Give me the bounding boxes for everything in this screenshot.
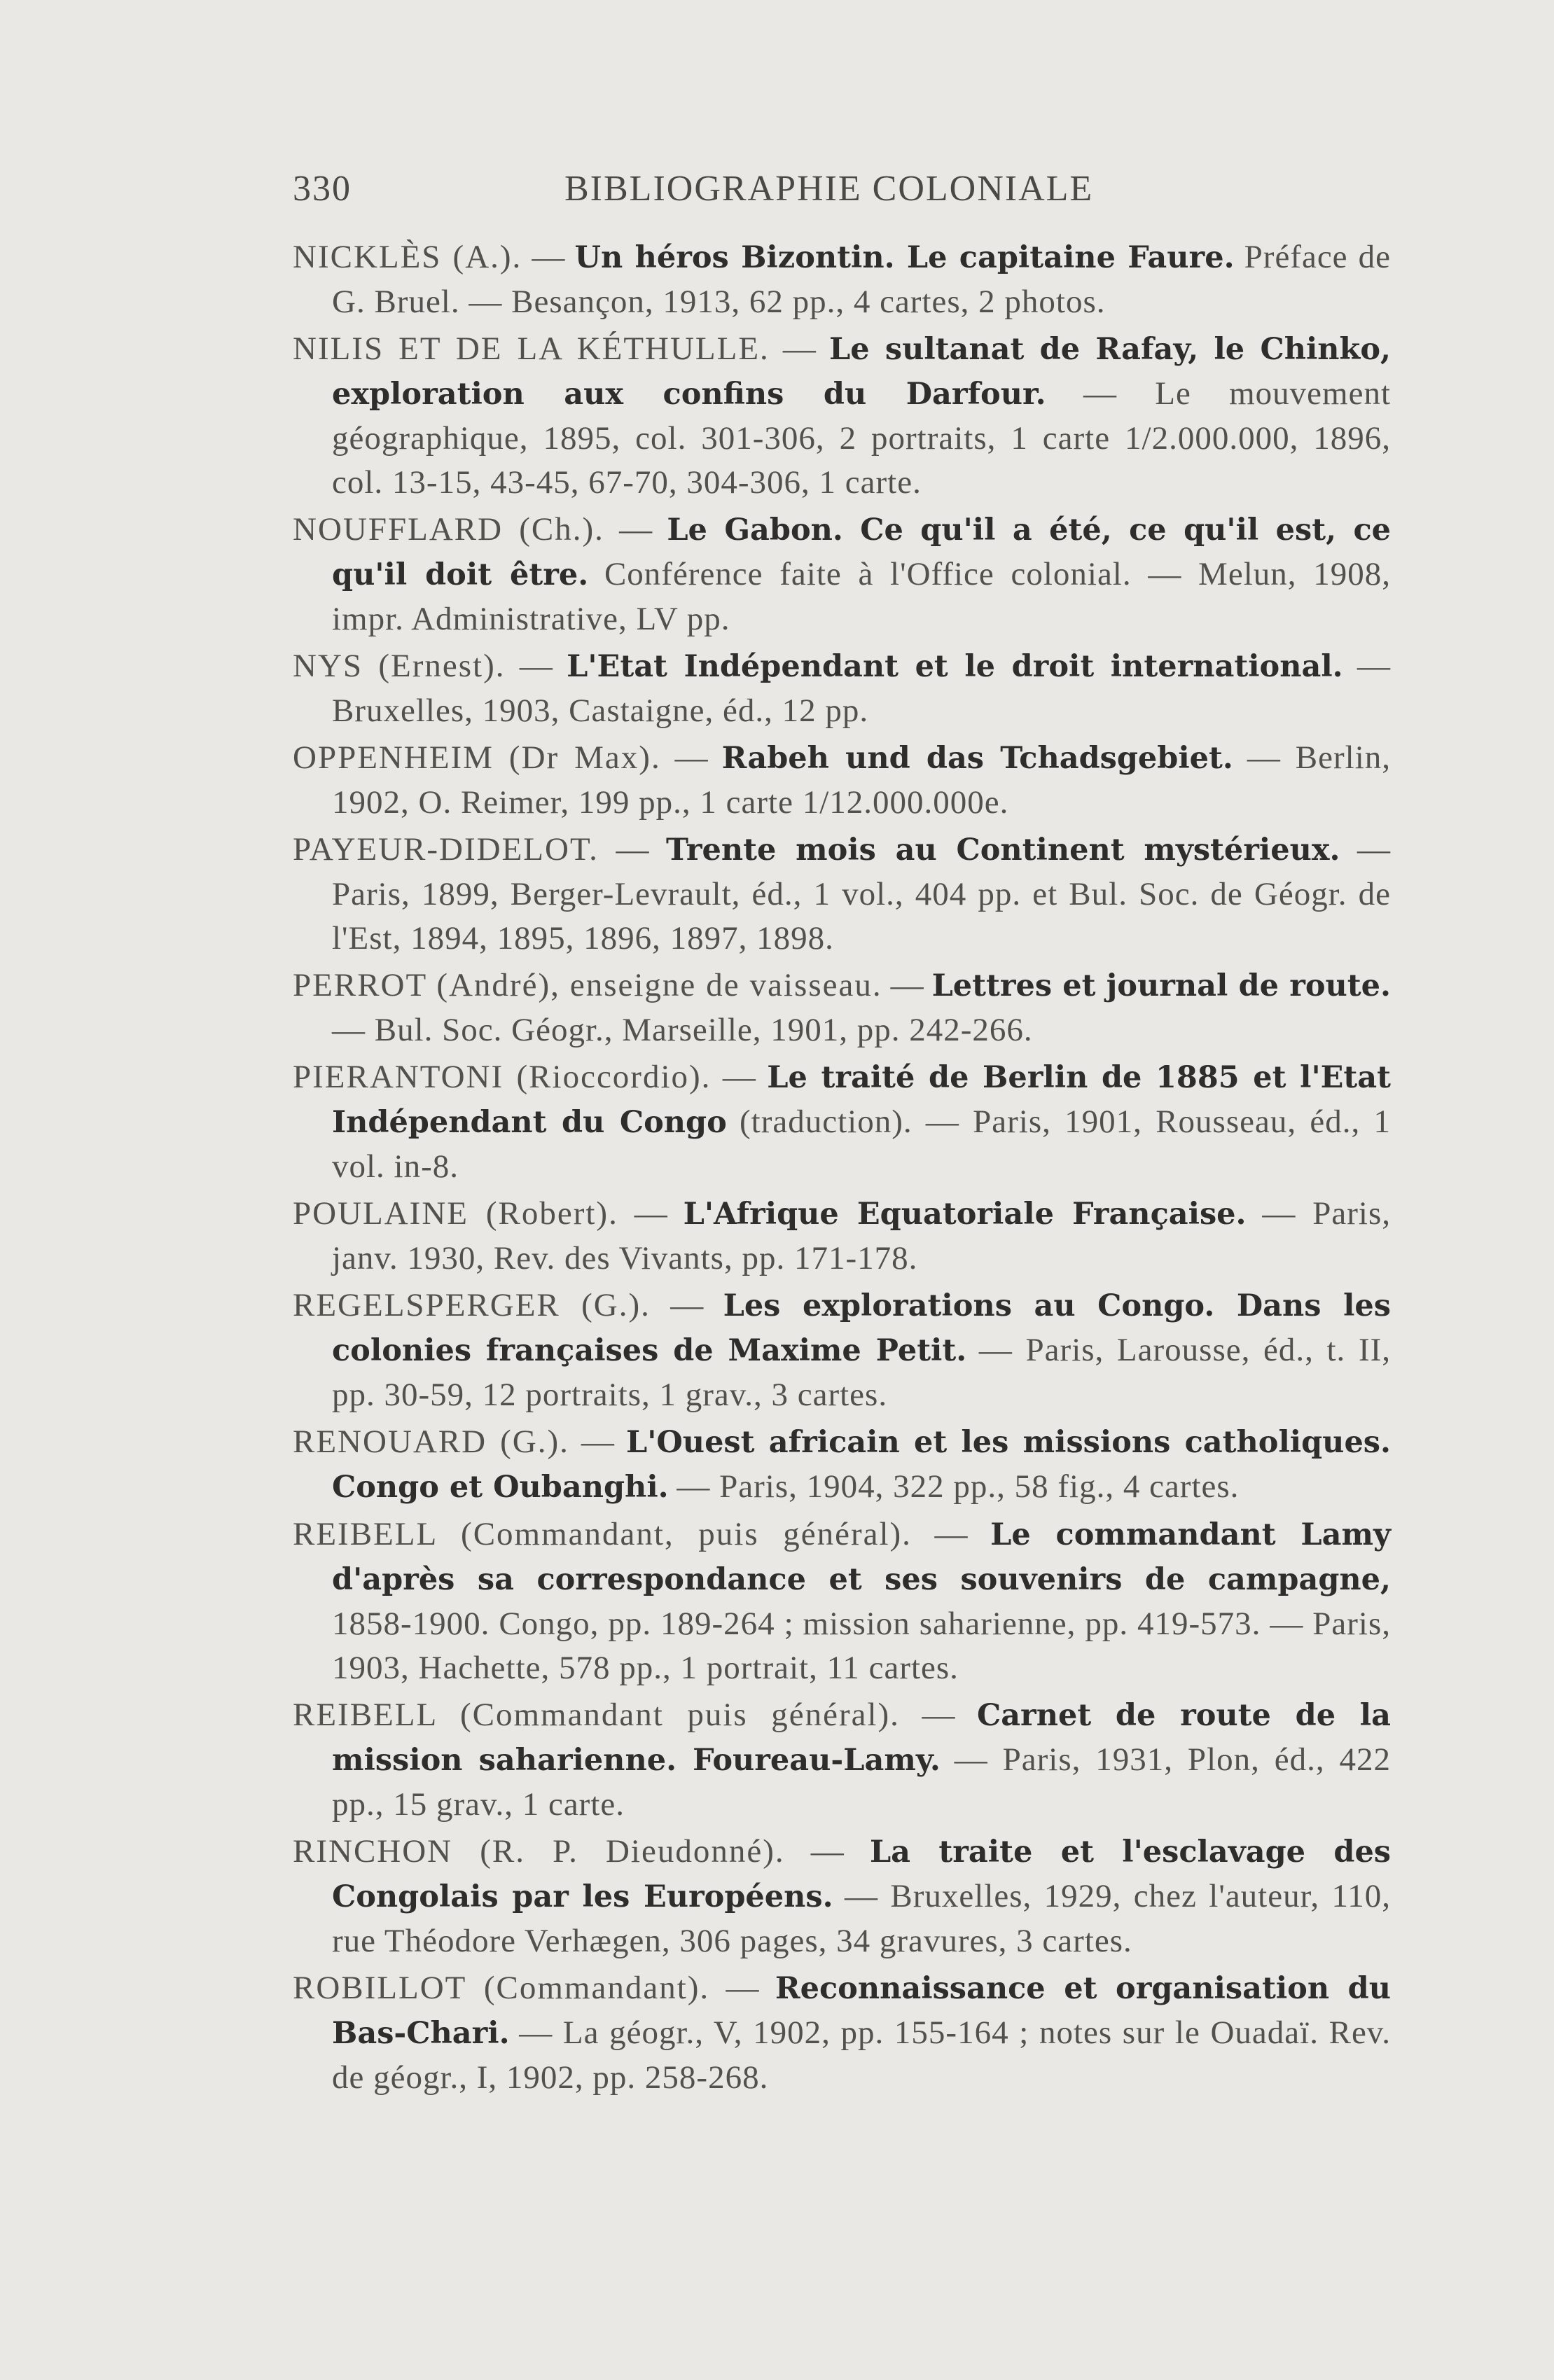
entry-details: Conférence faite à l'Office colonial. — Melun, 1908, impr. Administrative, LV pp. — [332, 556, 1391, 637]
entry-details: — La géogr., V, 1902, pp. 155-164 ; notes sur le Ouadaï. Rev. de géogr., I, 1902, pp. 258-268. — [332, 2014, 1391, 2096]
entry-author: NYS (Ernest). — [293, 648, 506, 684]
page-number: 330 — [293, 169, 352, 209]
entry-title: Le sultanat de Rafay, le Chinko, exploration aux confins du Darfour. — [332, 332, 1391, 412]
entry-details: — Bul. Soc. Géogr., Marseille, 1901, pp. 242-266. — [332, 1012, 1033, 1048]
entry-author: NICKLÈS (A.). — [293, 239, 522, 275]
entry-details: — Paris, 1904, 322 pp., 58 fig., 4 cartes. — [677, 1468, 1240, 1505]
entry-author: REIBELL (Commandant puis général). — [293, 1697, 900, 1733]
entry-author: ROBILLOT (Commandant). — [293, 1970, 710, 2006]
entry-details: — Bruxelles, 1903, Castaigne, éd., 12 pp. — [332, 648, 1391, 729]
entry-author: PAYEUR-DIDELOT. — [293, 831, 599, 868]
entry-details: — Paris, 1931, Plon, éd., 422 pp., 15 grav., 1 carte. — [332, 1741, 1392, 1823]
bibliography-entry: RENOUARD (G.). — L'Ouest africain et les missions catholiques. Congo et Oubanghi. — Paris, 1904, 322 pp., 58 fig., 4 cartes. — [293, 1424, 1391, 1505]
entry-details: — Berlin, 1902, O. Reimer, 199 pp., 1 carte 1/12.000.000e. — [332, 739, 1392, 821]
entry-title: Rabeh und das Tchadsgebiet. — [721, 741, 1233, 776]
entry-author: RENOUARD (G.). — [293, 1424, 569, 1460]
bibliography-entry: PAYEUR-DIDELOT. — Trente mois au Continent mystérieux. — Paris, 1899, Berger-Levrault, éd., 1 vol., 404 pp. et Bul. Soc. de Géogr. de l'Est, 1894, 1895, 1896, 1897, 1898. — [293, 831, 1392, 956]
bibliography-entry: PIERANTONI (Rioccordio). — Le traité de Berlin de 1885 et l'Etat Indépendant du Congo (traduction). — Paris, 1901, Rousseau, éd., 1 vol. in-8. — [293, 1059, 1391, 1185]
entry-title: Trente mois au Continent mystérieux. — [666, 833, 1340, 868]
entry-title: Lettres et journal de route. — [931, 968, 1391, 1003]
entry-author: POULAINE (Robert). — [293, 1195, 618, 1232]
entry-title: Un héros Bizontin. Le capitaine Faure. — [574, 240, 1235, 275]
entry-author: PIERANTONI (Rioccordio). — [293, 1059, 712, 1095]
entry-title: L'Afrique Equatoriale Française. — [683, 1197, 1247, 1232]
bibliography-list — [293, 235, 1391, 2103]
entry-title: Le Gabon. Ce qu'il a été, ce qu'il est, ce qu'il doit être. — [332, 513, 1392, 592]
entry-title: La traite et l'esclavage des Congolais par les Européens. — [332, 1835, 1392, 1914]
bibliography-entry: NICKLÈS (A.). — Un héros Bizontin. Le capitaine Faure. Préface de G. Bruel. — Besançon, 1913, 62 pp., 4 cartes, 2 photos. — [293, 239, 1392, 320]
bibliography-entry: REGELSPERGER (G.). — Les explorations au Congo. Dans les colonies françaises de Maxime Petit. — Paris, Larousse, éd., t. II, pp. 30-59, 12 portraits, 1 grav., 3 cartes. — [293, 1287, 1392, 1413]
entry-details: — Le mouvement géographique, 1895, col. 301-306, 2 portraits, 1 carte 1/2.000.000, 1896, col. 13-15, 43-45, 67-70, 304-306, 1 carte. — [332, 375, 1391, 501]
entry-author: REIBELL (Commandant, puis général). — [293, 1516, 912, 1552]
entry-title: L'Etat Indépendant et le droit international. — [567, 649, 1343, 684]
bibliography-entry: ROBILLOT (Commandant). — Reconnaissance et organisation du Bas-Chari. — La géogr., V, 1902, pp. 155-164 ; notes sur le Ouadaï. Rev. de géogr., I, 1902, pp. 258-268. — [293, 1970, 1392, 2096]
bibliography-entry: NILIS ET DE LA KÉTHULLE. — Le sultanat de Rafay, le Chinko, exploration aux confins du Darfour. — Le mouvement géographique, 1895, col. 301-306, 2 portraits, 1 carte 1/2.000.000, 1896, col. 13-15, 43-45, 67-70, 304-306, 1 carte. — [293, 330, 1391, 501]
entry-details: — Paris, 1899, Berger-Levrault, éd., 1 vol., 404 pp. et Bul. Soc. de Géogr. de l'Est, 1894, 1895, 1896, 1897, 1898. — [332, 831, 1392, 956]
bibliography-entry: POULAINE (Robert). — L'Afrique Equatoriale Française. — Paris, janv. 1930, Rev. des Vivants, pp. 171-178. — [293, 1195, 1392, 1276]
entry-author: NILIS ET DE LA KÉTHULLE. — [293, 330, 770, 367]
bibliography-entry: NYS (Ernest). — L'Etat Indépendant et le droit international. — Bruxelles, 1903, Castaigne, éd., 12 pp. — [293, 648, 1391, 729]
entry-details: — Paris, Larousse, éd., t. II, pp. 30-59, 12 portraits, 1 grav., 3 cartes. — [332, 1332, 1392, 1413]
bibliography-entry: OPPENHEIM (Dr Max). — Rabeh und das Tchadsgebiet. — Berlin, 1902, O. Reimer, 199 pp., 1 carte 1/12.000.000e. — [293, 739, 1392, 821]
entry-title: Le commandant Lamy d'après sa correspondance et ses souvenirs de campagne, — [332, 1517, 1391, 1597]
entry-details: Préface de G. Bruel. — Besançon, 1913, 62 pp., 4 cartes, 2 photos. — [332, 239, 1392, 320]
entry-title: Le traité de Berlin de 1885 et l'Etat Indépendant du Congo — [332, 1060, 1391, 1140]
running-title: BIBLIOGRAPHIE COLONIALE — [564, 169, 1094, 209]
entry-details: — Paris, janv. 1930, Rev. des Vivants, pp. 171-178. — [332, 1195, 1392, 1276]
page-header — [293, 168, 1413, 224]
bibliography-entry: REIBELL (Commandant, puis général). — Le commandant Lamy d'après sa correspondance et ses souvenirs de campagne, 1858-1900. Congo, pp. 189-264 ; mission saharienne, pp. 419-573. — Paris, 1903, Hachette, 578 pp., 1 portrait, 11 cartes. — [293, 1516, 1391, 1686]
entry-title: Reconnaissance et organisation du Bas-Chari. — [332, 1971, 1392, 2051]
entry-title: Carnet de route de la mission saharienne. Foureau-Lamy. — [332, 1698, 1391, 1778]
entry-author: PERROT (André), enseigne de vaisseau. — [293, 967, 882, 1003]
bibliography-entry: NOUFFLARD (Ch.). — Le Gabon. Ce qu'il a été, ce qu'il est, ce qu'il doit être. Conférence faite à l'Office colonial. — Melun, 1908, impr. Administrative, LV pp. — [293, 511, 1392, 637]
bibliography-entry: RINCHON (R. P. Dieudonné). — La traite et l'esclavage des Congolais par les Européens. — Bruxelles, 1929, chez l'auteur, 110, rue Théodore Verhægen, 306 pages, 34 gravures, 3 cartes. — [293, 1833, 1392, 1959]
entry-author: NOUFFLARD (Ch.). — [293, 511, 604, 548]
entry-details: — Bruxelles, 1929, chez l'auteur, 110, rue Théodore Verhægen, 306 pages, 34 gravures, 3 cartes. — [332, 1878, 1392, 1959]
entry-title: Les explorations au Congo. Dans les colonies françaises de Maxime Petit. — [332, 1288, 1391, 1368]
bibliography-entry: REIBELL (Commandant puis général). — Carnet de route de la mission saharienne. Foureau-Lamy. — Paris, 1931, Plon, éd., 422 pp., 15 grav., 1 carte. — [293, 1697, 1392, 1823]
entry-title: L'Ouest africain et les missions catholiques. Congo et Oubanghi. — [332, 1425, 1391, 1505]
entry-details: 1858-1900. Congo, pp. 189-264 ; mission saharienne, pp. 419-573. — Paris, 1903, Hachette, 578 pp., 1 portrait, 11 cartes. — [332, 1606, 1391, 1686]
bibliography-entry: PERROT (André), enseigne de vaisseau. — Lettres et journal de route. — Bul. Soc. Géogr., Marseille, 1901, pp. 242-266. — [293, 967, 1391, 1048]
entry-author: OPPENHEIM (Dr Max). — [293, 739, 661, 776]
entry-author: RINCHON (R. P. Dieudonné). — [293, 1833, 785, 1870]
entry-details: (traduction). — Paris, 1901, Rousseau, éd., 1 vol. in-8. — [332, 1104, 1391, 1185]
entry-author: REGELSPERGER (G.). — [293, 1287, 651, 1323]
